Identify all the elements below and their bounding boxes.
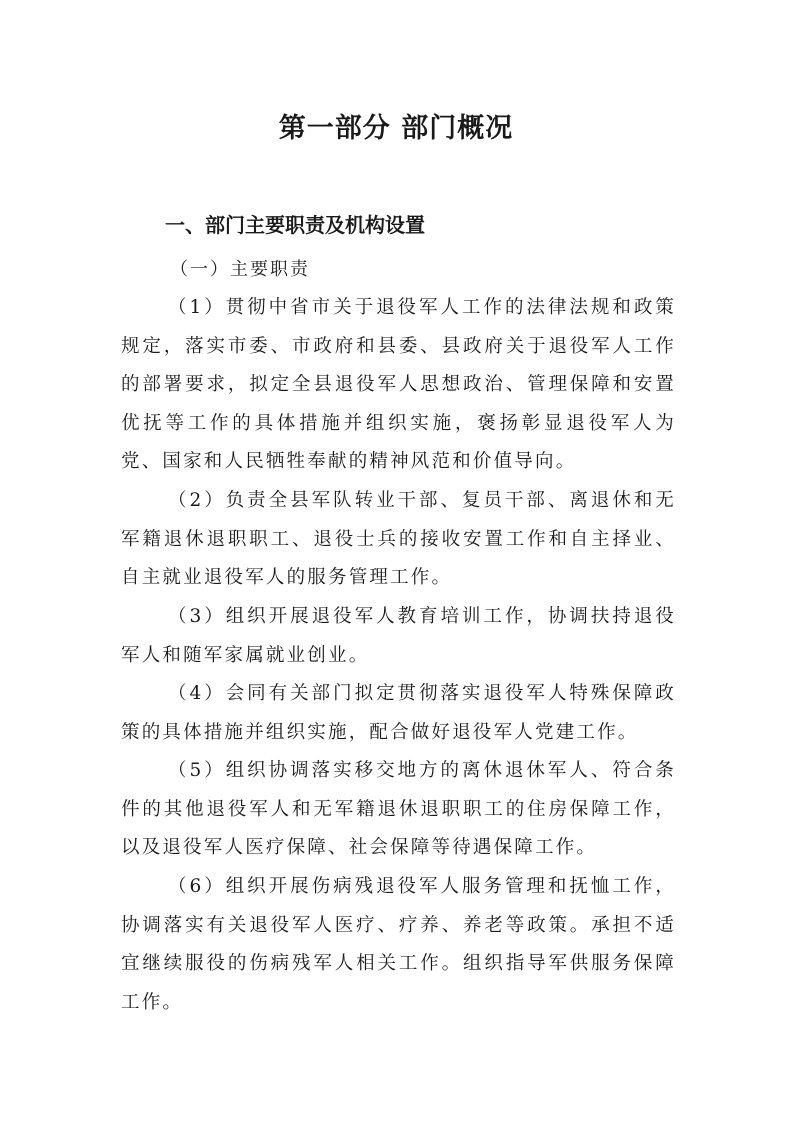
duty-paragraph-1: （1）贯彻中省市关于退役军人工作的法律法规和政策规定，落实市委、市政府和县委、县政府关于退役军人工作的部署要求，拟定全县退役军人思想政治、管理保障和安置优抚等工作的具体措施并组织实施，褒扬彰显退役军人为党、国家和人民牺牲奉献的精神风范和价值导向。 xyxy=(121,297,676,472)
page-title: 第一部分 部门概况 xyxy=(278,113,514,144)
duty-paragraph-6: （6）组织开展伤病残退役军人服务管理和抚恤工作，协调落实有关退役军人医疗、疗养、养老等政策。承担不适宜继续服役的伤病残军人相关工作。组织指导军供服务保障工作。 xyxy=(121,876,676,1013)
section-heading: 一、部门主要职责及机构设置 xyxy=(165,213,425,237)
subsection-heading: （一）主要职责 xyxy=(170,259,310,280)
duty-paragraph-2: （2）负责全县军队转业干部、复员干部、离退休和无军籍退休退职职工、退役士兵的接收安置工作和自主择业、自主就业退役军人的服务管理工作。 xyxy=(121,490,676,588)
duty-paragraph-5: （5）组织协调落实移交地方的离休退休军人、符合条件的其他退役军人和无军籍退休退职职工的住房保障工作，以及退役军人医疗保障、社会保障等待遇保障工作。 xyxy=(121,760,676,858)
duty-paragraph-4: （4）会同有关部门拟定贯彻落实退役军人特殊保障政策的具体措施并组织实施，配合做好退役军人党建工作。 xyxy=(121,683,676,743)
duty-paragraph-3: （3）组织开展退役军人教育培训工作，协调扶持退役军人和随军家属就业创业。 xyxy=(121,606,676,666)
